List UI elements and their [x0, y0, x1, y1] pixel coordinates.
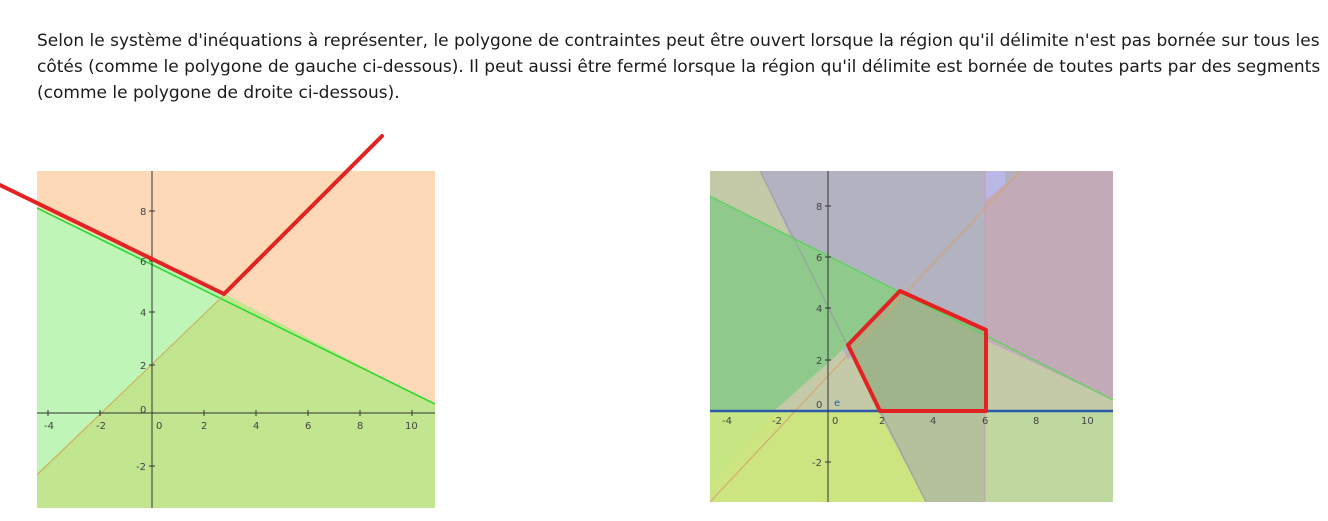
y-tick-label: 6: [816, 253, 823, 264]
x-tick-label: 10: [1081, 416, 1094, 427]
y-tick-label: 6: [140, 257, 147, 268]
x-tick-label: 0: [832, 416, 839, 427]
x-tick-label: -2: [772, 416, 782, 427]
closed-polygon-graph: [708, 170, 1118, 510]
lower-right-region: [985, 411, 1113, 502]
y-tick-label: 8: [816, 202, 823, 213]
x-tick-label: -2: [96, 421, 106, 432]
x-tick-label: 2: [879, 416, 886, 427]
x-tick-label: 8: [357, 421, 364, 432]
y-tick-label: 2: [816, 356, 823, 367]
x-tick-label: 4: [930, 416, 937, 427]
intro-paragraph: Selon le système d'inéquations à représenter, le polygone de contraintes peut être ouvert lorsque la région qu'il délimite n'est pas bornée sur tous les côtés (comme le polygone de gauche ci-dessous). Il peut aussi être fermé lorsque la région qu'il délimite est bornée de toutes parts par des segments (comme le polygone de droite ci-dessous).: [37, 31, 1321, 103]
y-tick-label: -2: [812, 458, 822, 469]
y-tick-label: 0: [816, 400, 823, 411]
x-tick-label: 6: [305, 421, 312, 432]
x-tick-label: 10: [405, 421, 418, 432]
y-tick-label: 2: [140, 361, 147, 372]
y-tick-label: 0: [140, 405, 147, 416]
x-tick-label: 8: [1033, 416, 1040, 427]
open-polygon-graph: [0, 121, 450, 521]
y-tick-label: 4: [816, 304, 823, 315]
point-label: e: [834, 398, 841, 409]
x-tick-label: 2: [201, 421, 208, 432]
x-tick-label: 4: [253, 421, 260, 432]
x-tick-label: 0: [156, 421, 163, 432]
x-tick-label: -4: [722, 416, 732, 427]
y-tick-label: 4: [140, 308, 147, 319]
x-tick-label: 6: [982, 416, 989, 427]
x-tick-label: -4: [44, 421, 54, 432]
y-tick-label: 8: [140, 207, 147, 218]
y-tick-label: -2: [136, 462, 146, 473]
